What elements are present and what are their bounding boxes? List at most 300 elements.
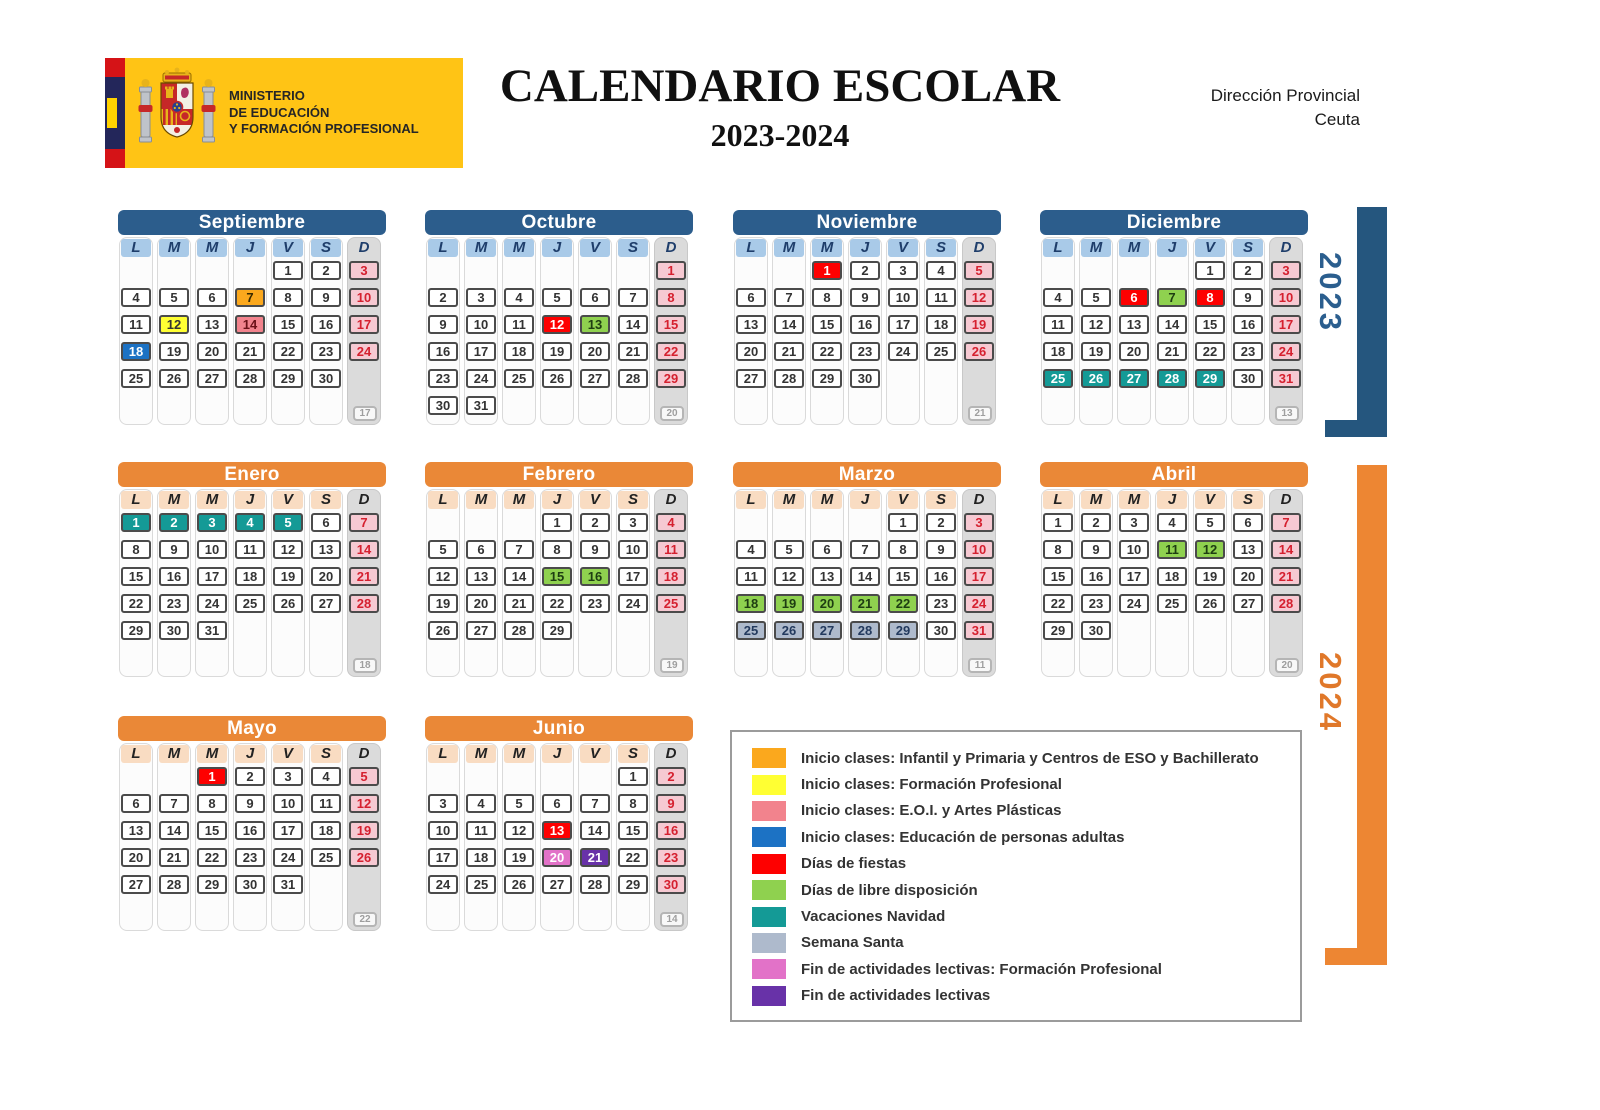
day-slot bbox=[655, 844, 687, 871]
day-cell: 23 bbox=[580, 594, 610, 613]
day-slot bbox=[310, 590, 342, 617]
legend-label: Fin de actividades lectivas: Formación Profesional bbox=[801, 960, 1162, 978]
day-slot bbox=[158, 338, 190, 365]
weekday-column bbox=[578, 489, 612, 677]
day-cell: 6 bbox=[466, 540, 496, 559]
day-cell: 30 bbox=[656, 875, 686, 894]
day-slot bbox=[887, 617, 919, 644]
day-cell: 8 bbox=[888, 540, 918, 559]
lective-days-count: 19 bbox=[660, 658, 684, 673]
day-slot bbox=[579, 898, 611, 925]
day-cell: 29 bbox=[273, 369, 303, 388]
day-cell: 2 bbox=[926, 513, 956, 532]
day-cell: 23 bbox=[656, 848, 686, 867]
day-cell: 28 bbox=[774, 369, 804, 388]
day-slot bbox=[1232, 392, 1264, 419]
day-slot bbox=[158, 763, 190, 790]
weekday-letter: L bbox=[428, 239, 458, 257]
day-cell: 19 bbox=[774, 594, 804, 613]
legend-item bbox=[752, 824, 1300, 850]
day-cell: 17 bbox=[273, 821, 303, 840]
day-slot bbox=[465, 790, 497, 817]
month-title: Octubre bbox=[425, 210, 693, 235]
day-slot bbox=[1270, 509, 1302, 536]
day-slot bbox=[1042, 284, 1074, 311]
weekday-column bbox=[195, 237, 229, 425]
day-cell: 15 bbox=[542, 567, 572, 586]
day-cell: 23 bbox=[1233, 342, 1263, 361]
day-cell: 15 bbox=[618, 821, 648, 840]
day-slot bbox=[1118, 284, 1150, 311]
day-slot bbox=[234, 898, 266, 925]
day-slot bbox=[811, 392, 843, 419]
day-slot bbox=[541, 311, 573, 338]
day-cell: 2 bbox=[1233, 261, 1263, 280]
day-slot bbox=[811, 365, 843, 392]
day-slot bbox=[1080, 392, 1112, 419]
day-slot bbox=[465, 284, 497, 311]
day-slot bbox=[348, 536, 380, 563]
weekday-column bbox=[962, 237, 996, 425]
weekday-letter: J bbox=[235, 745, 265, 763]
day-slot bbox=[811, 617, 843, 644]
lective-days-count: 14 bbox=[660, 912, 684, 927]
day-slot bbox=[120, 790, 152, 817]
weekday-letter: M bbox=[774, 239, 804, 257]
day-slot bbox=[617, 590, 649, 617]
day-slot bbox=[773, 590, 805, 617]
day-slot bbox=[234, 311, 266, 338]
weekday-letter: L bbox=[121, 239, 151, 257]
day-slot bbox=[579, 790, 611, 817]
day-slot bbox=[503, 257, 535, 284]
day-slot bbox=[1194, 509, 1226, 536]
day-slot bbox=[427, 338, 459, 365]
weekday-column bbox=[886, 237, 920, 425]
day-cell: 16 bbox=[1233, 315, 1263, 334]
day-slot bbox=[196, 284, 228, 311]
day-slot bbox=[1118, 338, 1150, 365]
day-cell: 9 bbox=[926, 540, 956, 559]
day-cell: 2 bbox=[580, 513, 610, 532]
day-slot bbox=[541, 790, 573, 817]
day-slot bbox=[773, 392, 805, 419]
weekday-column bbox=[1079, 237, 1113, 425]
day-cell: 23 bbox=[926, 594, 956, 613]
day-cell: 14 bbox=[1157, 315, 1187, 334]
day-cell: 20 bbox=[197, 342, 227, 361]
day-slot bbox=[196, 763, 228, 790]
day-slot bbox=[1194, 257, 1226, 284]
day-cell: 1 bbox=[812, 261, 842, 280]
day-slot bbox=[503, 563, 535, 590]
day-slot bbox=[120, 898, 152, 925]
day-cell: 16 bbox=[311, 315, 341, 334]
weekday-letter: V bbox=[888, 239, 918, 257]
day-slot bbox=[849, 590, 881, 617]
weekday-letter: V bbox=[580, 491, 610, 509]
day-slot bbox=[465, 898, 497, 925]
weekday-letter: S bbox=[618, 745, 648, 763]
day-slot bbox=[963, 257, 995, 284]
month-title: Mayo bbox=[118, 716, 386, 741]
day-cell: 8 bbox=[656, 288, 686, 307]
day-slot bbox=[735, 563, 767, 590]
day-cell: 26 bbox=[428, 621, 458, 640]
day-slot bbox=[963, 563, 995, 590]
day-slot bbox=[465, 536, 497, 563]
day-slot bbox=[849, 257, 881, 284]
month-title: Diciembre bbox=[1040, 210, 1308, 235]
day-slot bbox=[811, 590, 843, 617]
weekday-letter: M bbox=[1081, 491, 1111, 509]
weekday-letter: S bbox=[1233, 491, 1263, 509]
legend-item bbox=[752, 851, 1300, 877]
day-cell: 18 bbox=[235, 567, 265, 586]
day-slot bbox=[196, 898, 228, 925]
month-title: Junio bbox=[425, 716, 693, 741]
day-slot bbox=[1118, 311, 1150, 338]
day-cell: 21 bbox=[850, 594, 880, 613]
day-cell: 24 bbox=[197, 594, 227, 613]
office-line: Dirección Provincial bbox=[1210, 86, 1360, 105]
day-slot bbox=[1118, 617, 1150, 644]
weekday-column bbox=[654, 743, 688, 931]
day-slot bbox=[503, 311, 535, 338]
day-cell: 14 bbox=[850, 567, 880, 586]
day-slot bbox=[1156, 338, 1188, 365]
day-cell: 3 bbox=[349, 261, 379, 280]
day-slot bbox=[1270, 563, 1302, 590]
day-slot bbox=[541, 365, 573, 392]
day-slot bbox=[655, 871, 687, 898]
day-cell: 22 bbox=[121, 594, 151, 613]
day-slot bbox=[1156, 563, 1188, 590]
day-slot bbox=[1232, 563, 1264, 590]
day-slot bbox=[925, 590, 957, 617]
day-slot bbox=[465, 509, 497, 536]
day-cell: 20 bbox=[466, 594, 496, 613]
day-cell: 10 bbox=[1119, 540, 1149, 559]
flag-red-band bbox=[105, 149, 125, 168]
day-cell: 7 bbox=[235, 288, 265, 307]
day-cell: 8 bbox=[273, 288, 303, 307]
day-slot bbox=[310, 898, 342, 925]
day-slot bbox=[773, 509, 805, 536]
day-slot bbox=[1194, 590, 1226, 617]
day-slot bbox=[234, 257, 266, 284]
legend-box bbox=[730, 730, 1302, 1022]
day-cell: 1 bbox=[273, 261, 303, 280]
day-slot bbox=[196, 536, 228, 563]
day-slot bbox=[465, 590, 497, 617]
day-cell: 1 bbox=[1195, 261, 1225, 280]
weekday-column bbox=[616, 489, 650, 677]
day-cell: 16 bbox=[656, 821, 686, 840]
weekday-column bbox=[810, 489, 844, 677]
day-slot bbox=[272, 617, 304, 644]
day-cell: 12 bbox=[1081, 315, 1111, 334]
day-slot bbox=[617, 844, 649, 871]
day-cell: 24 bbox=[273, 848, 303, 867]
day-slot bbox=[272, 844, 304, 871]
day-cell: 29 bbox=[888, 621, 918, 640]
weekday-column bbox=[1155, 489, 1189, 677]
day-slot bbox=[196, 617, 228, 644]
day-cell: 22 bbox=[1043, 594, 1073, 613]
day-cell: 14 bbox=[1271, 540, 1301, 559]
day-slot bbox=[811, 509, 843, 536]
day-cell: 13 bbox=[197, 315, 227, 334]
day-cell: 9 bbox=[580, 540, 610, 559]
day-slot bbox=[735, 392, 767, 419]
day-cell: 1 bbox=[197, 767, 227, 786]
day-slot bbox=[617, 365, 649, 392]
day-cell: 7 bbox=[1271, 513, 1301, 532]
weekday-letter: D bbox=[1280, 491, 1292, 508]
day-slot bbox=[925, 338, 957, 365]
weekday-letter: M bbox=[1119, 491, 1149, 509]
day-cell: 26 bbox=[964, 342, 994, 361]
day-slot bbox=[1194, 338, 1226, 365]
legend-label: Inicio clases: Educación de personas adultas bbox=[801, 828, 1125, 846]
day-slot bbox=[158, 817, 190, 844]
day-slot bbox=[849, 365, 881, 392]
day-slot bbox=[427, 617, 459, 644]
day-slot bbox=[310, 644, 342, 671]
day-cell: 11 bbox=[926, 288, 956, 307]
day-slot bbox=[925, 509, 957, 536]
day-cell: 12 bbox=[1195, 540, 1225, 559]
day-slot bbox=[348, 257, 380, 284]
day-cell: 6 bbox=[580, 288, 610, 307]
weekday-letter: M bbox=[466, 239, 496, 257]
day-cell: 22 bbox=[888, 594, 918, 613]
weekday-column bbox=[502, 489, 536, 677]
day-cell: 31 bbox=[273, 875, 303, 894]
day-cell: 20 bbox=[580, 342, 610, 361]
day-slot bbox=[348, 590, 380, 617]
day-slot bbox=[120, 563, 152, 590]
day-slot bbox=[541, 871, 573, 898]
day-cell: 6 bbox=[812, 540, 842, 559]
day-cell: 25 bbox=[121, 369, 151, 388]
day-slot bbox=[773, 563, 805, 590]
weekday-column bbox=[924, 237, 958, 425]
coat-of-arms-icon bbox=[137, 65, 217, 162]
day-slot bbox=[579, 763, 611, 790]
day-cell: 5 bbox=[504, 794, 534, 813]
month-title: Abril bbox=[1040, 462, 1308, 487]
day-slot bbox=[1156, 284, 1188, 311]
day-slot bbox=[579, 365, 611, 392]
day-slot bbox=[925, 563, 957, 590]
day-slot bbox=[120, 284, 152, 311]
ministry-logo-plate bbox=[125, 58, 463, 168]
day-slot bbox=[120, 644, 152, 671]
day-slot bbox=[963, 536, 995, 563]
day-cell: 19 bbox=[504, 848, 534, 867]
weekday-letter: D bbox=[1280, 239, 1292, 256]
day-cell: 16 bbox=[1081, 567, 1111, 586]
day-slot bbox=[887, 392, 919, 419]
day-slot bbox=[427, 817, 459, 844]
day-cell: 14 bbox=[349, 540, 379, 559]
day-slot bbox=[1232, 590, 1264, 617]
day-cell: 2 bbox=[235, 767, 265, 786]
weekday-column bbox=[886, 489, 920, 677]
day-slot bbox=[1194, 365, 1226, 392]
day-slot bbox=[1118, 257, 1150, 284]
day-slot bbox=[887, 338, 919, 365]
day-slot bbox=[1118, 590, 1150, 617]
day-cell: 19 bbox=[159, 342, 189, 361]
day-slot bbox=[1156, 617, 1188, 644]
legend-item bbox=[752, 983, 1300, 1009]
year-2024-label: 2024 bbox=[1313, 652, 1348, 733]
day-slot bbox=[1080, 563, 1112, 590]
day-slot bbox=[348, 509, 380, 536]
day-slot bbox=[196, 871, 228, 898]
day-cell: 22 bbox=[197, 848, 227, 867]
day-cell: 4 bbox=[121, 288, 151, 307]
weekday-letter: D bbox=[973, 491, 985, 508]
weekday-column bbox=[233, 743, 267, 931]
weekday-column bbox=[578, 743, 612, 931]
weekday-letter: J bbox=[542, 745, 572, 763]
day-slot bbox=[120, 257, 152, 284]
day-cell: 17 bbox=[1119, 567, 1149, 586]
day-slot bbox=[617, 338, 649, 365]
day-slot bbox=[541, 392, 573, 419]
day-slot bbox=[196, 644, 228, 671]
weekday-columns bbox=[1040, 489, 1308, 677]
day-slot bbox=[465, 338, 497, 365]
day-cell: 27 bbox=[1119, 369, 1149, 388]
day-cell: 17 bbox=[197, 567, 227, 586]
day-slot bbox=[1118, 536, 1150, 563]
day-cell: 14 bbox=[580, 821, 610, 840]
day-cell: 3 bbox=[618, 513, 648, 532]
day-cell: 20 bbox=[736, 342, 766, 361]
year-2023-bar bbox=[1357, 207, 1387, 437]
day-slot bbox=[887, 536, 919, 563]
day-slot bbox=[811, 311, 843, 338]
day-cell: 28 bbox=[159, 875, 189, 894]
day-slot bbox=[1232, 257, 1264, 284]
weekday-letter: L bbox=[736, 239, 766, 257]
day-slot bbox=[1156, 257, 1188, 284]
weekday-column bbox=[1269, 237, 1303, 425]
day-slot bbox=[617, 509, 649, 536]
day-cell: 30 bbox=[159, 621, 189, 640]
day-slot bbox=[1042, 590, 1074, 617]
day-slot bbox=[465, 844, 497, 871]
day-slot bbox=[1118, 365, 1150, 392]
day-cell: 28 bbox=[349, 594, 379, 613]
day-slot bbox=[427, 257, 459, 284]
day-slot bbox=[1080, 644, 1112, 671]
day-cell: 1 bbox=[888, 513, 918, 532]
weekday-column bbox=[426, 489, 460, 677]
day-slot bbox=[579, 844, 611, 871]
day-slot bbox=[120, 392, 152, 419]
day-slot bbox=[348, 844, 380, 871]
day-cell: 12 bbox=[428, 567, 458, 586]
day-slot bbox=[773, 617, 805, 644]
weekday-letter: S bbox=[311, 745, 341, 763]
weekday-column bbox=[616, 237, 650, 425]
day-slot bbox=[503, 790, 535, 817]
day-cell: 31 bbox=[964, 621, 994, 640]
weekday-letter: M bbox=[197, 491, 227, 509]
weekday-column bbox=[347, 743, 381, 931]
day-cell: 4 bbox=[1043, 288, 1073, 307]
day-slot bbox=[310, 763, 342, 790]
day-slot bbox=[1042, 563, 1074, 590]
day-slot bbox=[925, 365, 957, 392]
day-slot bbox=[465, 392, 497, 419]
month-noviembre bbox=[733, 210, 1001, 425]
day-slot bbox=[617, 763, 649, 790]
day-cell: 7 bbox=[774, 288, 804, 307]
weekday-column bbox=[734, 489, 768, 677]
day-cell: 11 bbox=[121, 315, 151, 334]
day-cell: 13 bbox=[466, 567, 496, 586]
day-cell: 19 bbox=[428, 594, 458, 613]
day-cell: 28 bbox=[618, 369, 648, 388]
day-cell: 12 bbox=[159, 315, 189, 334]
day-cell: 25 bbox=[1157, 594, 1187, 613]
day-cell: 15 bbox=[1043, 567, 1073, 586]
day-cell: 24 bbox=[1271, 342, 1301, 361]
weekday-column bbox=[772, 237, 806, 425]
year-2023-label: 2023 bbox=[1313, 252, 1348, 333]
day-cell: 10 bbox=[349, 288, 379, 307]
legend-item bbox=[752, 930, 1300, 956]
day-slot bbox=[617, 644, 649, 671]
day-slot bbox=[735, 338, 767, 365]
day-cell: 18 bbox=[1043, 342, 1073, 361]
legend-swatch bbox=[752, 933, 786, 953]
day-slot bbox=[1080, 338, 1112, 365]
day-cell: 31 bbox=[197, 621, 227, 640]
day-slot bbox=[1194, 563, 1226, 590]
day-slot bbox=[234, 871, 266, 898]
day-slot bbox=[196, 311, 228, 338]
day-slot bbox=[655, 311, 687, 338]
day-slot bbox=[427, 365, 459, 392]
day-slot bbox=[427, 536, 459, 563]
day-slot bbox=[503, 392, 535, 419]
day-cell: 22 bbox=[656, 342, 686, 361]
day-cell: 13 bbox=[542, 821, 572, 840]
day-slot bbox=[272, 790, 304, 817]
day-cell: 4 bbox=[504, 288, 534, 307]
day-cell: 26 bbox=[542, 369, 572, 388]
day-slot bbox=[1042, 644, 1074, 671]
day-slot bbox=[1042, 311, 1074, 338]
day-slot bbox=[272, 311, 304, 338]
month-title: Enero bbox=[118, 462, 386, 487]
day-slot bbox=[1194, 536, 1226, 563]
day-slot bbox=[1080, 509, 1112, 536]
day-cell: 27 bbox=[197, 369, 227, 388]
day-cell: 9 bbox=[428, 315, 458, 334]
weekday-letter: S bbox=[618, 491, 648, 509]
day-slot bbox=[310, 338, 342, 365]
weekday-columns bbox=[118, 489, 386, 677]
